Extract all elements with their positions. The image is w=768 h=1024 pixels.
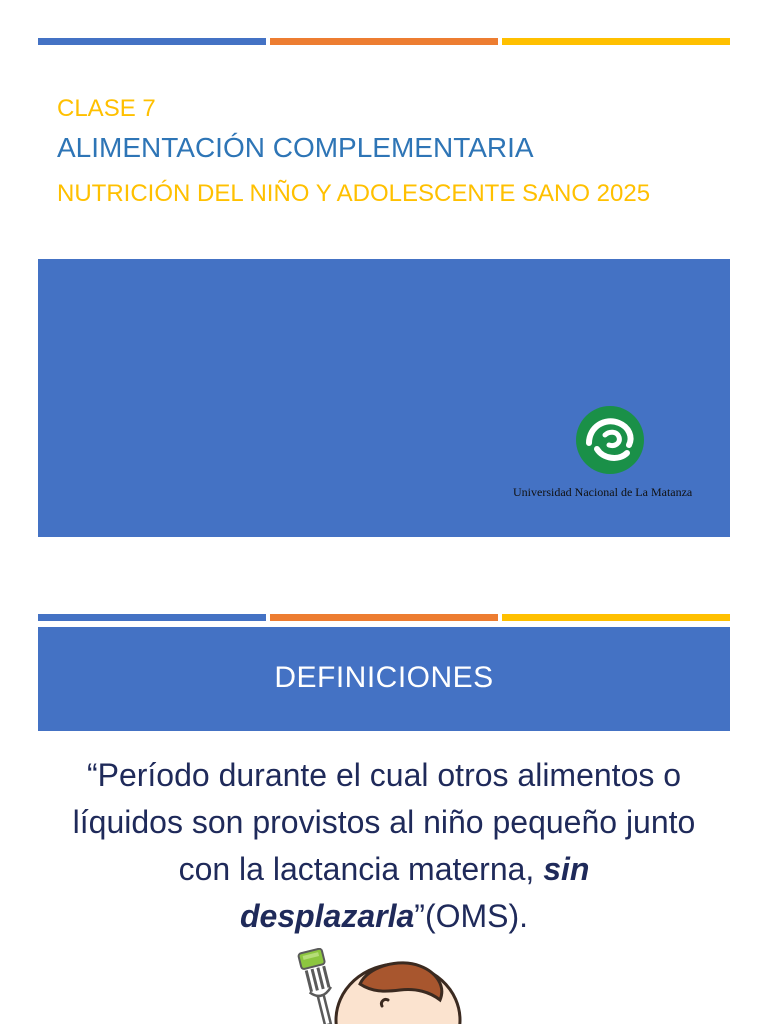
- quote-text-part2: ”(OMS).: [414, 898, 529, 934]
- blue-panel: [38, 259, 730, 537]
- top-stripe-blue: [38, 38, 266, 45]
- definitions-header: [38, 627, 730, 731]
- course-name: NUTRICIÓN DEL NIÑO Y ADOLESCENTE SANO 2025: [57, 180, 651, 207]
- definition-quote: [50, 752, 718, 940]
- baby-with-fork-icon: [280, 948, 480, 1024]
- quote-text-part1: “Período durante el cual otros alimentos o líquidos son provistos al niño pequeño junto con la lactancia materna,: [72, 757, 696, 887]
- top-stripe-yellow: [502, 38, 730, 45]
- quote-emphasis: sin desplazarla: [239, 851, 590, 934]
- university-name: Universidad Nacional de La Matanza: [513, 485, 693, 499]
- slide2-stripe-blue: [38, 614, 266, 621]
- top-stripe-orange: [270, 38, 498, 45]
- class-number: CLASE 7: [57, 95, 156, 122]
- slide2-stripe-orange: [270, 614, 498, 621]
- slide2-stripe-yellow: [502, 614, 730, 621]
- unlam-logo-icon: [575, 405, 645, 475]
- definitions-title: DEFINICIONES: [274, 661, 494, 694]
- slide-title: ALIMENTACIÓN COMPLEMENTARIA: [57, 132, 534, 163]
